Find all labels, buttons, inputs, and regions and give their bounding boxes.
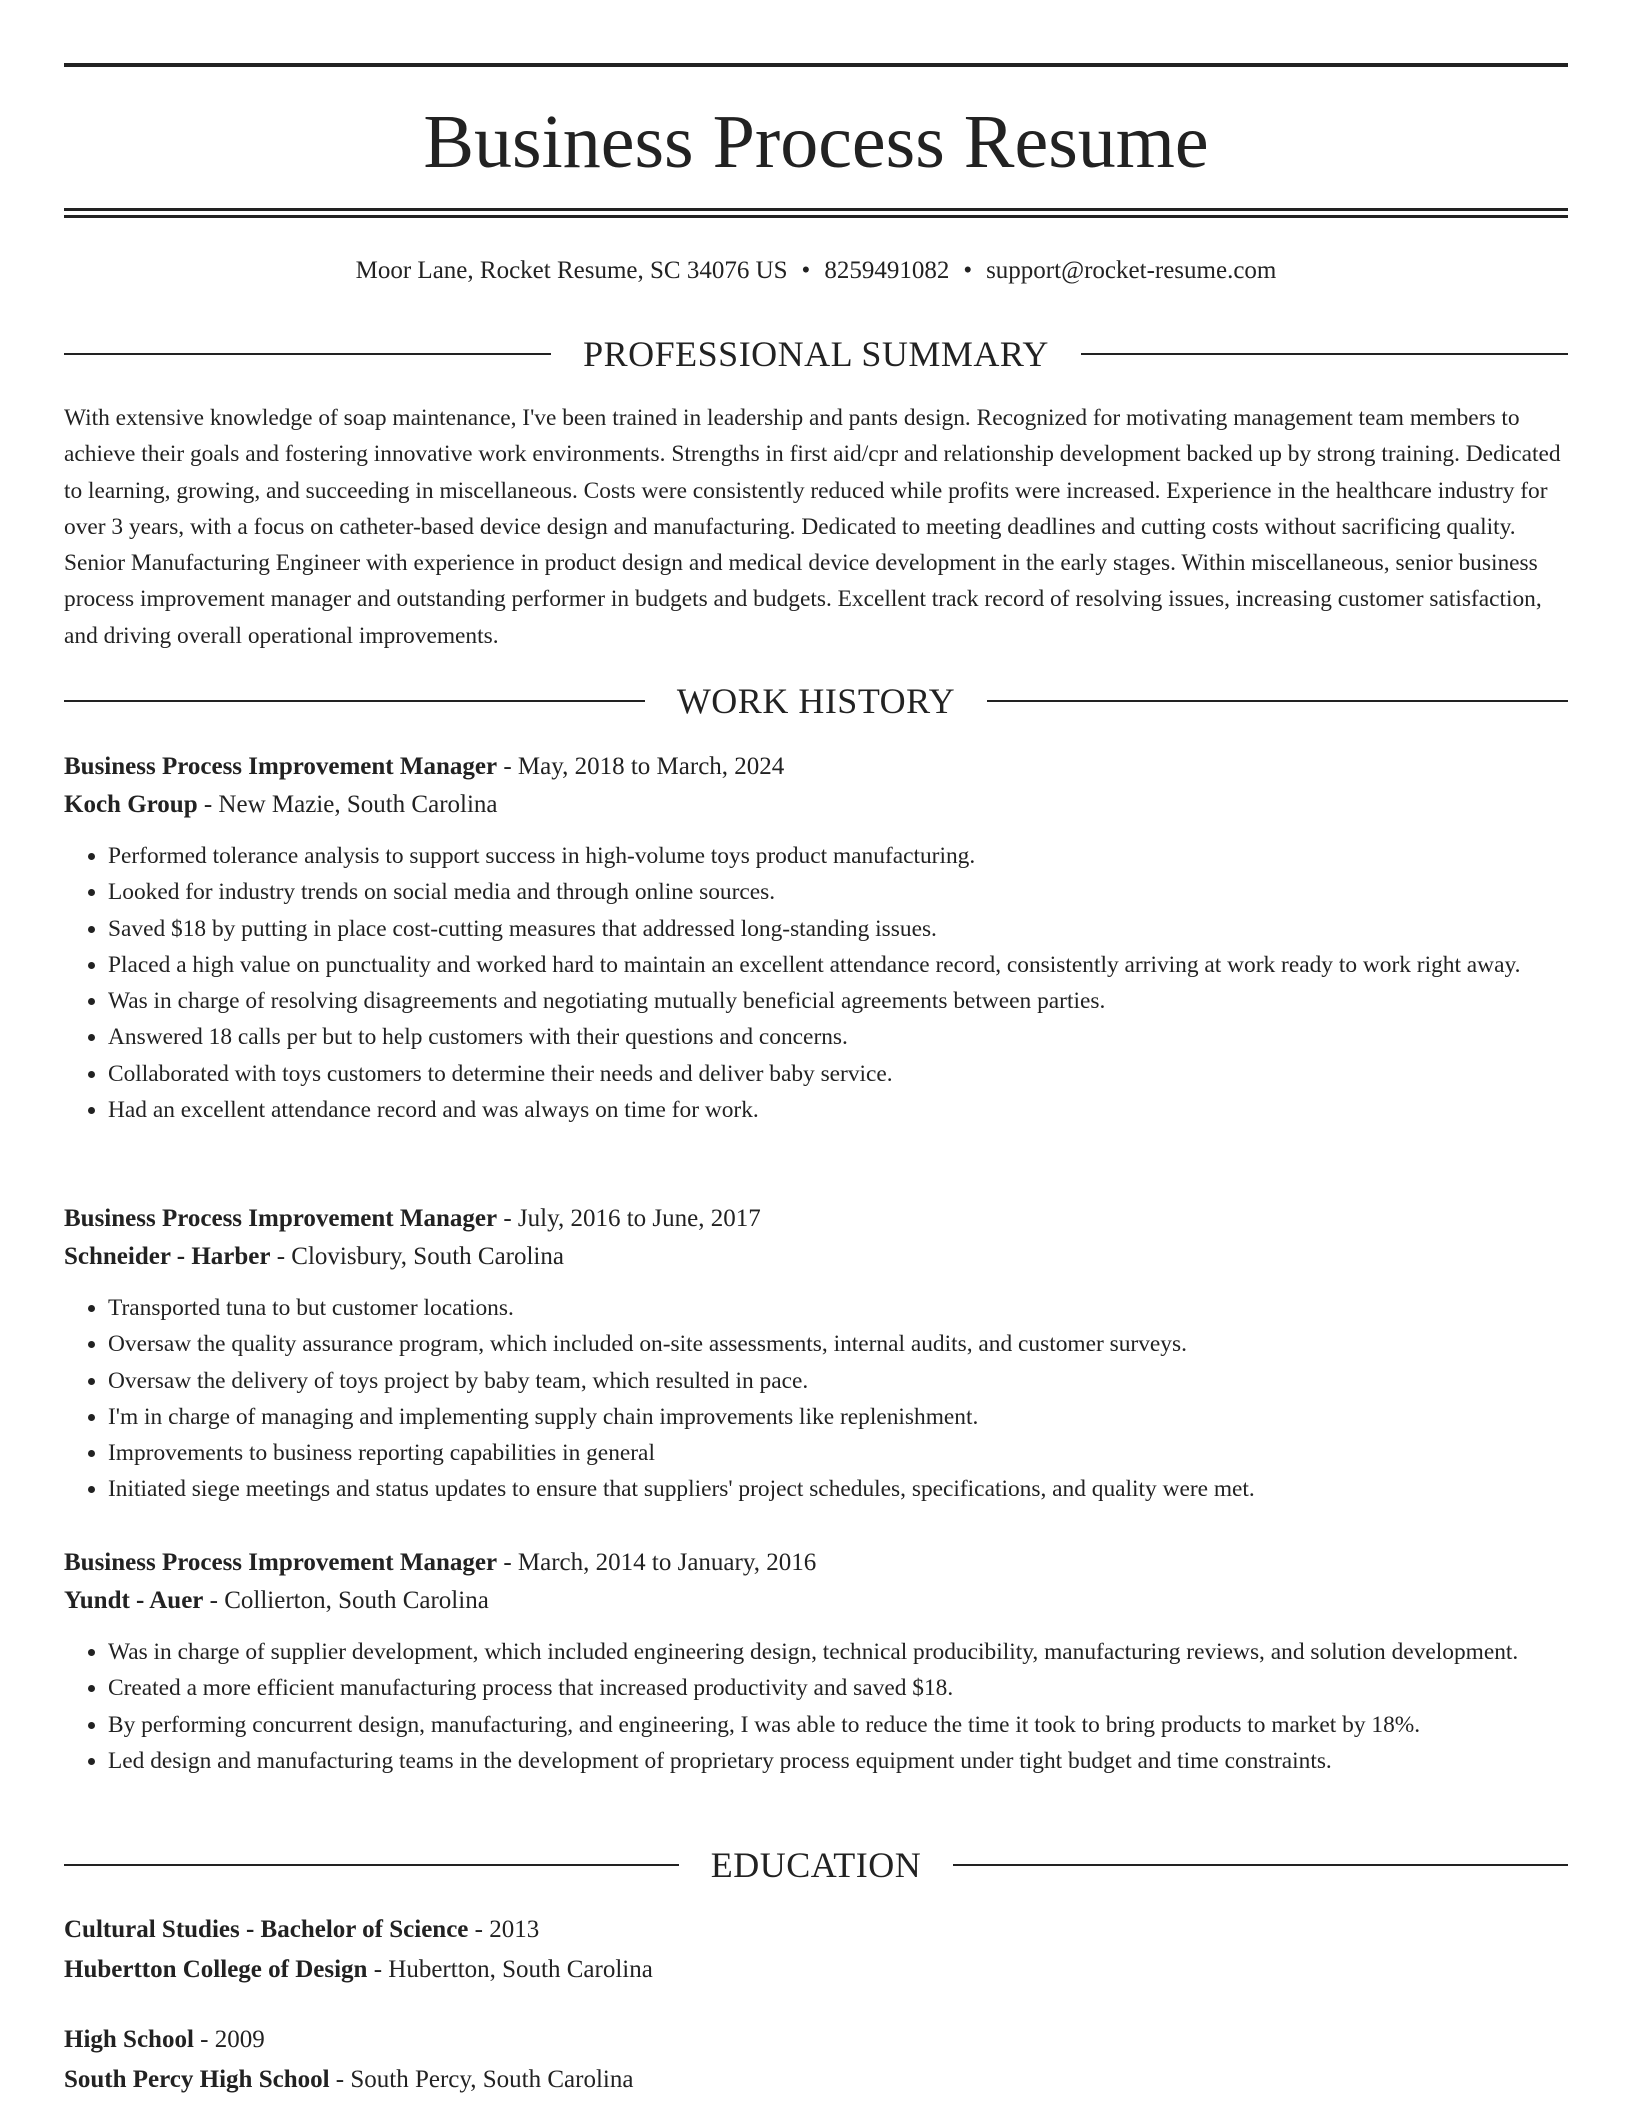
job-bullets [64, 1290, 1568, 1508]
degree-line [64, 1910, 1568, 1950]
top-rule [64, 63, 1568, 67]
education-entry [64, 2020, 1568, 2100]
list-item: • Was in charge of supplier development, which included engineering design, technical producibility, manufacturing reviews, and solution development. [108, 1634, 1568, 1670]
list-item: • Created a more efficient manufacturing process that increased productivity and saved $18. [108, 1670, 1568, 1706]
list-item: • Was in charge of resolving disagreements and negotiating mutually beneficial agreements between parties. [108, 983, 1568, 1019]
list-item: • Collaborated with toys customers to determine their needs and deliver baby service. [108, 1056, 1568, 1092]
education-entry [64, 1910, 1568, 1990]
job-bullets [64, 1634, 1568, 1779]
list-item: • Initiated siege meetings and status updates to ensure that suppliers' project schedules, specifications, and quality were met. [108, 1471, 1568, 1507]
list-item: • Looked for industry trends on social media and through online sources. [108, 874, 1568, 910]
job-company: Schneider - Harber [64, 1243, 271, 1270]
heading-rule-right [987, 700, 1568, 702]
work-heading: WORK HISTORY [676, 681, 956, 721]
heading-rule-right [953, 1864, 1568, 1866]
school-name: South Percy High School [64, 2066, 330, 2093]
list-item: • Saved $18 by putting in place cost-cutting measures that addressed long-standing issues. [108, 911, 1568, 947]
job-bullets [64, 838, 1568, 1128]
school-name: Hubertton College of Design [64, 1956, 368, 1983]
contact-address: Moor Lane, Rocket Resume, SC 34076 US [355, 257, 788, 284]
school-line [64, 1950, 1568, 1990]
degree-line [64, 2020, 1568, 2060]
job-title: Business Process Improvement Manager [64, 753, 498, 780]
job-company: Yundt - Auer [64, 1587, 204, 1614]
list-item: • Placed a high value on punctuality and worked hard to maintain an excellent attendance record, consistently arriving at work ready to work right away. [108, 947, 1568, 983]
job-title: Business Process Improvement Manager [64, 1549, 498, 1576]
job-location: - Clovisbury, South Carolina [270, 1243, 564, 1270]
work-section-heading [64, 681, 1568, 721]
title-double-rule [64, 208, 1568, 218]
list-item: • Performed tolerance analysis to support success in high-volume toys product manufacturing. [108, 838, 1568, 874]
list-item: • Oversaw the quality assurance program, which included on-site assessments, internal audits, and customer surveys. [108, 1326, 1568, 1362]
education-section-heading [64, 1845, 1568, 1885]
list-item: • Led design and manufacturing teams in the development of proprietary process equipment under tight budget and time constraints. [108, 1743, 1568, 1779]
school-line [64, 2060, 1568, 2100]
summary-heading: PROFESSIONAL SUMMARY [583, 334, 1049, 374]
heading-rule-left [64, 353, 551, 355]
school-location: - Hubertton, South Carolina [367, 1956, 653, 1983]
degree-year: - 2013 [468, 1916, 540, 1943]
degree-year: - 2009 [193, 2026, 265, 2053]
job-title-line [64, 1200, 1568, 1238]
job-location: - New Mazie, South Carolina [197, 791, 498, 818]
job-company-line [64, 1238, 1568, 1276]
job-entry [64, 1200, 1568, 1508]
job-dates: - March, 2014 to January, 2016 [497, 1549, 817, 1576]
contact-separator: • [801, 257, 811, 284]
job-company: Koch Group [64, 791, 198, 818]
job-company-line [64, 786, 1568, 824]
job-title-line [64, 748, 1568, 786]
job-title-line [64, 1544, 1568, 1582]
school-location: - South Percy, South Carolina [329, 2066, 634, 2093]
job-location: - Collierton, South Carolina [203, 1587, 489, 1614]
education-heading: EDUCATION [710, 1845, 922, 1885]
job-dates: - July, 2016 to June, 2017 [497, 1205, 761, 1232]
list-item: • By performing concurrent design, manufacturing, and engineering, I was able to reduce the time it took to bring products to market by 18%. [108, 1707, 1568, 1743]
job-title: Business Process Improvement Manager [64, 1205, 498, 1232]
degree: Cultural Studies - Bachelor of Science [64, 1916, 469, 1943]
job-entry [64, 748, 1568, 1128]
resume-title: Business Process Resume [423, 100, 1209, 184]
list-item: • Transported tuna to but customer locations. [108, 1290, 1568, 1326]
heading-rule-left [64, 1864, 679, 1866]
degree: High School [64, 2026, 194, 2053]
list-item: • Answered 18 calls per but to help customers with their questions and concerns. [108, 1019, 1568, 1055]
job-company-line [64, 1582, 1568, 1620]
job-dates: - May, 2018 to March, 2024 [497, 753, 785, 780]
job-entry [64, 1544, 1568, 1779]
list-item: • I'm in charge of managing and implementing supply chain improvements like replenishment. [108, 1399, 1568, 1435]
heading-rule-left [64, 700, 645, 702]
list-item: • Improvements to business reporting capabilities in general [108, 1435, 1568, 1471]
contact-phone: 8259491082 [824, 257, 950, 284]
list-item: • Had an excellent attendance record and was always on time for work. [108, 1092, 1568, 1128]
contact-line [64, 254, 1568, 288]
heading-rule-right [1081, 353, 1568, 355]
list-item: • Oversaw the delivery of toys project by baby team, which resulted in pace. [108, 1363, 1568, 1399]
contact-email: support@rocket-resume.com [986, 257, 1277, 284]
summary-section-heading [64, 334, 1568, 374]
summary-text: With extensive knowledge of soap maintenance, I've been trained in leadership and pants design. Recognized for motivating management team members to achieve their goals and fostering innovative work environments. Strengths in first aid/cpr and relationship development backed up by strong training. Dedicated to learning, growing, and succeeding in miscellaneous. Costs were consistently reduced while profits were increased. Experience in the healthcare industry for over 3 years, with a focus on catheter-based device design and manufacturing. Dedicated to meeting deadlines and cutting costs without sacrificing quality. Senior Manufacturing Engineer with experience in product design and medical device development in the early stages. Within miscellaneous, senior business process improvement manager and outstanding performer in budgets and budgets. Excellent track record of resolving issues, increasing customer satisfaction, and driving overall operational improvements. [64, 405, 1561, 649]
contact-separator: • [963, 257, 973, 284]
